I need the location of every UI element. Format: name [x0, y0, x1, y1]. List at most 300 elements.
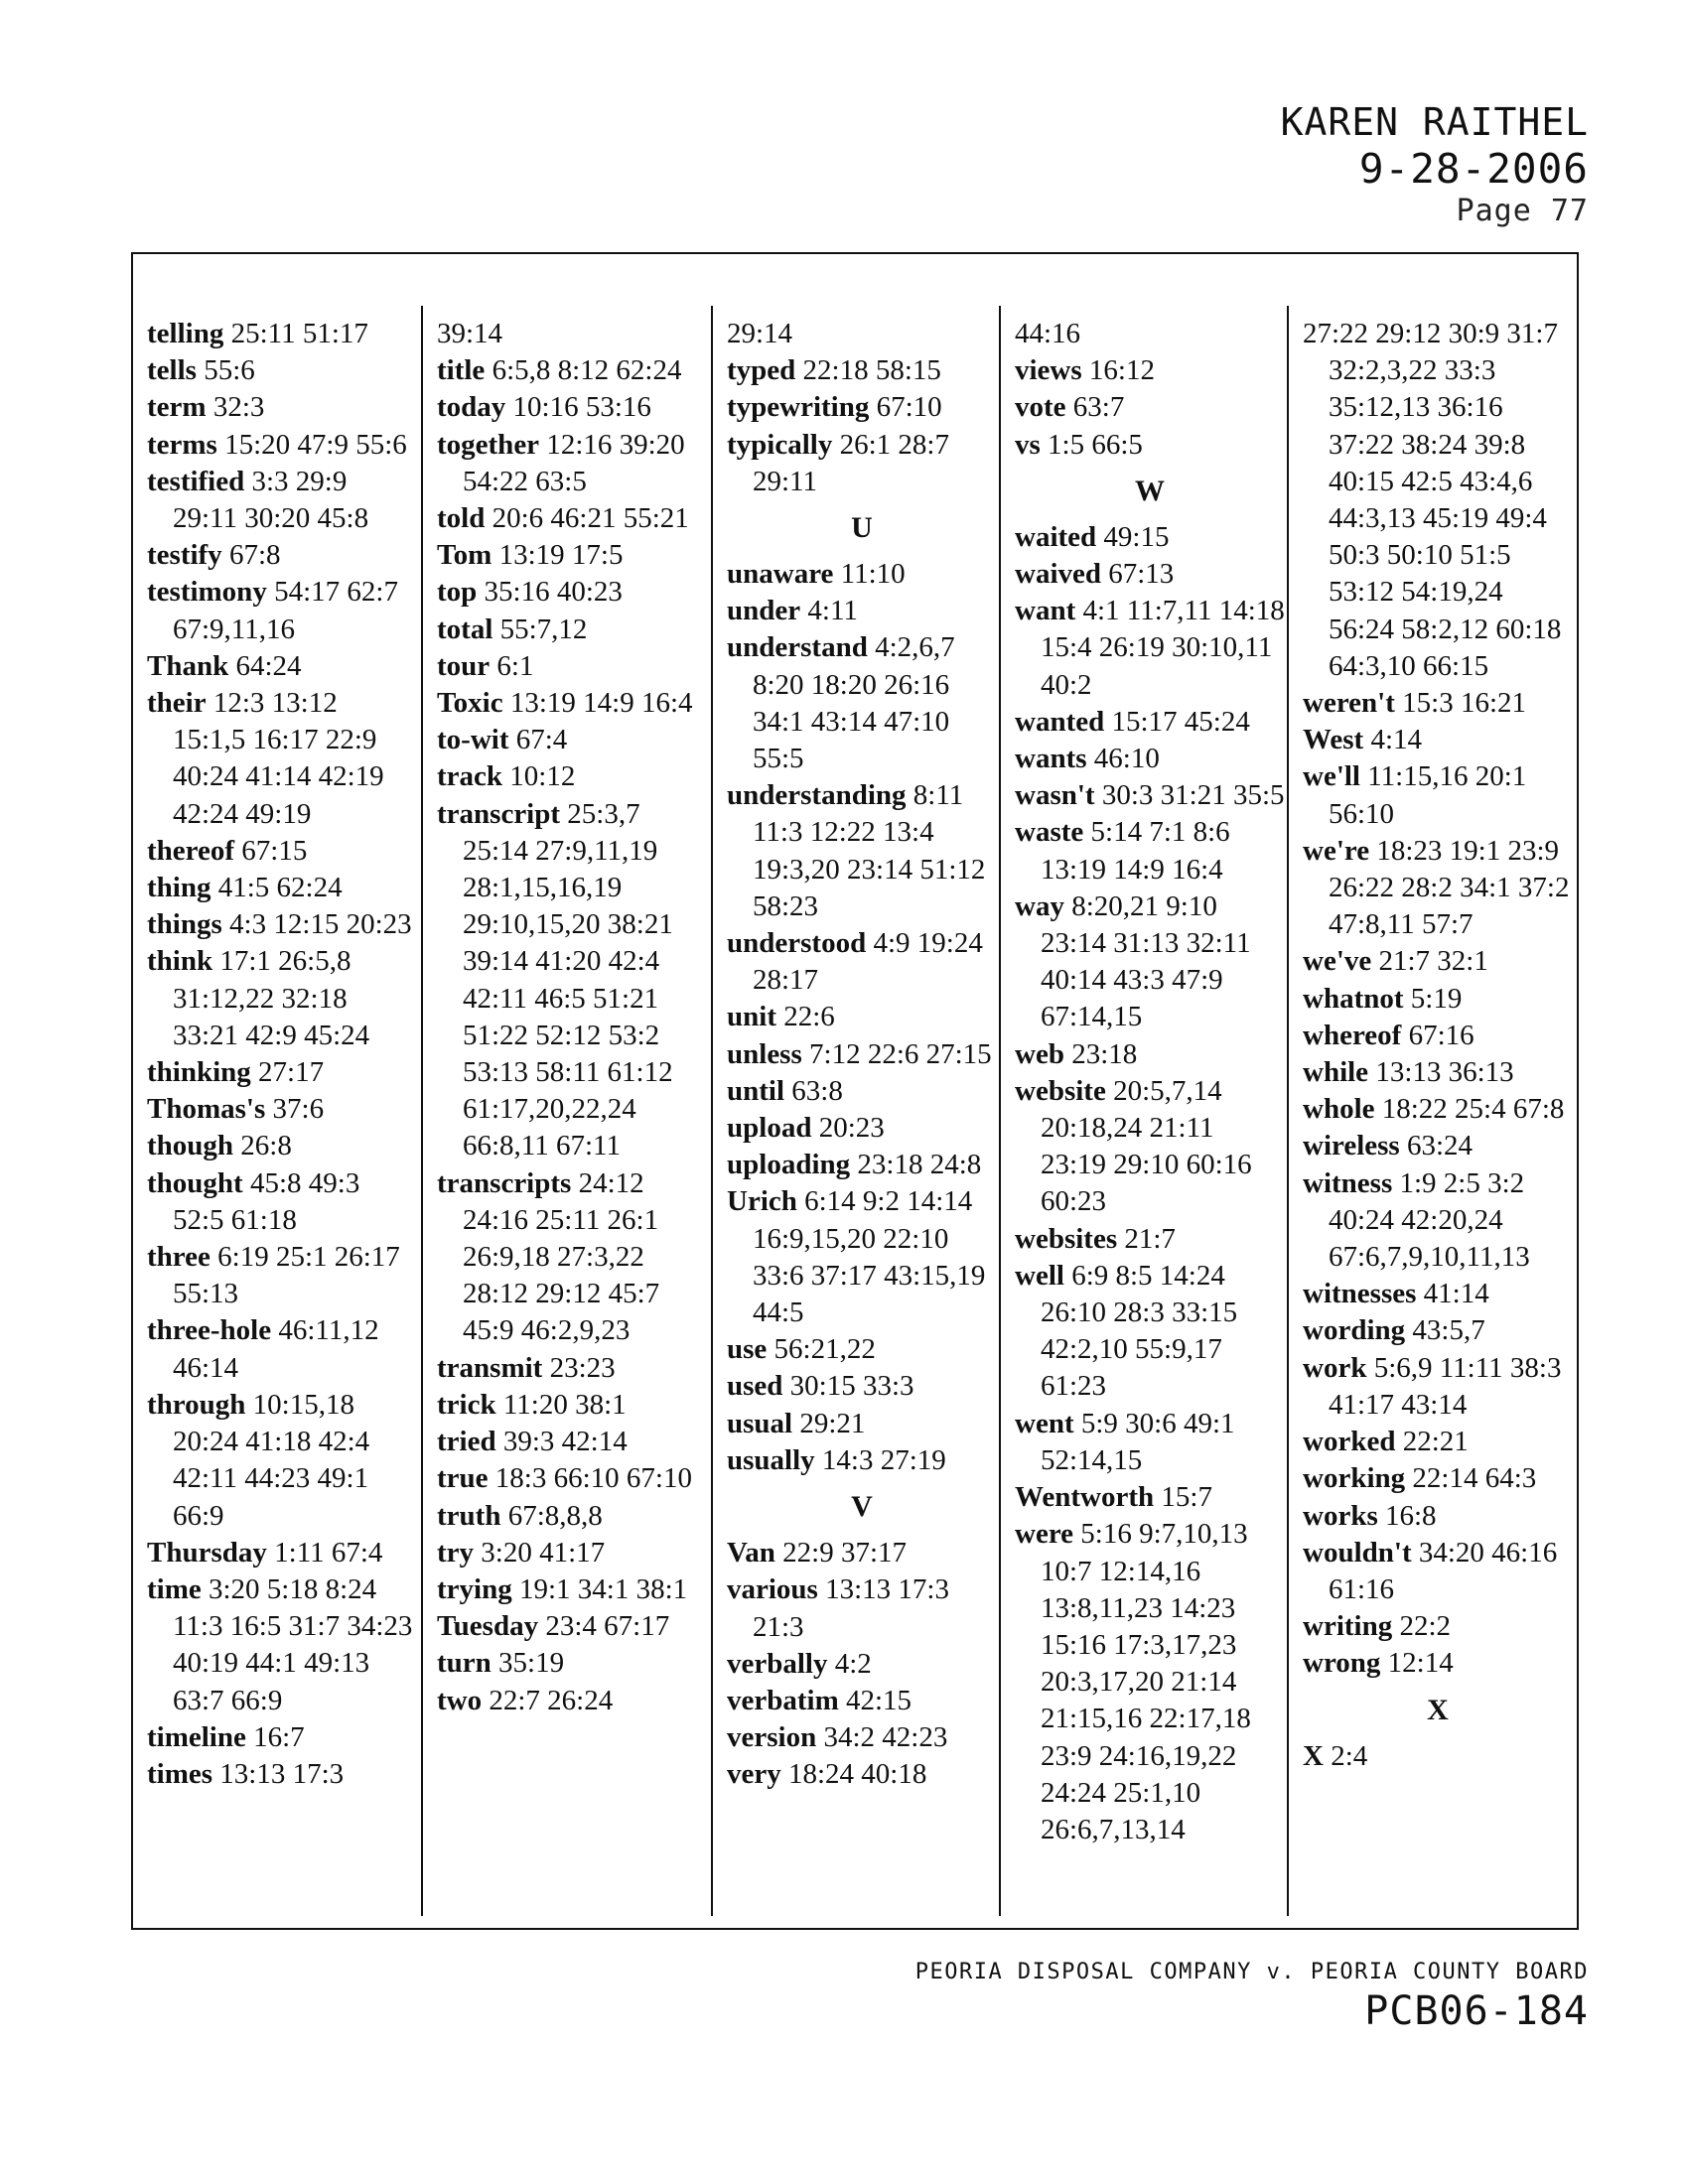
page-line-refs: 13:19 14:9 16:4 [509, 687, 693, 720]
case-title: PEORIA DISPOSAL COMPANY v. PEORIA COUNTY BOARD [914, 1960, 1589, 1984]
index-term: turn [437, 1647, 491, 1680]
index-entry [437, 352, 707, 389]
page-line-refs: 26:8 [240, 1130, 292, 1162]
page-line-refs: 13:13 17:3 21:3 [753, 1573, 949, 1643]
index-term: websites [1015, 1222, 1118, 1255]
index-term: transcripts [437, 1166, 572, 1199]
page-line-refs: 17:1 26:5,8 31:12,22 32:18 33:21 42:9 45:24 [173, 945, 370, 1051]
index-term: think [147, 945, 213, 978]
page-line-refs: 23:18 24:8 [857, 1149, 982, 1181]
index-entry [1303, 1054, 1573, 1091]
index-entry [727, 1147, 997, 1183]
index-term: tour [437, 649, 491, 682]
page-line-refs: 16:12 [1088, 354, 1155, 387]
index-term: wouldn't [1303, 1536, 1412, 1569]
index-term: three-hole [147, 1314, 272, 1347]
page-line-refs: 13:13 17:3 [219, 1757, 345, 1790]
index-entry [727, 1073, 997, 1110]
page-line-refs: 10:15,18 20:24 41:18 42:4 42:11 44:23 49:1 66:9 [173, 1388, 370, 1532]
index-entry [147, 1312, 417, 1386]
index-term: Urich [727, 1185, 797, 1218]
index-column-4 [1015, 316, 1285, 1848]
index-entry [727, 1368, 997, 1405]
index-term: unit [727, 1001, 776, 1033]
page-line-refs: 54:17 62:7 67:9,11,16 [173, 576, 398, 645]
page-line-refs: 21:7 [1124, 1222, 1176, 1255]
index-term: understanding [727, 779, 907, 812]
index-term: time [147, 1572, 202, 1605]
index-entry [147, 833, 417, 870]
page-line-refs: 5:6,9 11:11 38:3 41:17 43:14 [1329, 1351, 1562, 1421]
index-term: West [1303, 724, 1364, 756]
index-term: various [727, 1573, 818, 1606]
index-term: things [147, 908, 222, 941]
word-index-box [131, 252, 1579, 1930]
page-line-refs: 18:22 25:4 67:8 [1381, 1093, 1565, 1126]
index-term: try [437, 1536, 475, 1569]
page-line-refs: 7:12 22:6 27:15 [809, 1037, 992, 1070]
index-entry [1015, 777, 1285, 814]
index-entry [147, 574, 417, 647]
page-line-refs: 39:14 [437, 318, 503, 349]
index-term: usual [727, 1407, 793, 1439]
index-term: trying [437, 1572, 512, 1605]
index-term: tried [437, 1426, 496, 1458]
index-entry [1303, 1091, 1573, 1128]
page-line-refs: 16:8 [1384, 1499, 1437, 1532]
index-term: while [1303, 1056, 1369, 1089]
index-entry [437, 722, 707, 758]
page-line-refs: 25:11 51:17 [230, 318, 368, 349]
page-line-refs: 11:10 [840, 558, 906, 591]
page-line-refs: 45:8 49:3 52:5 61:18 [173, 1166, 360, 1236]
page-line-refs: 18:23 19:1 23:9 26:22 28:2 34:1 37:2 47:8,11 57:7 [1329, 834, 1570, 941]
index-term: usually [727, 1443, 815, 1476]
index-entry [1303, 1312, 1573, 1349]
index-entry [1303, 833, 1573, 944]
index-entry [727, 352, 997, 389]
index-entry [437, 389, 707, 426]
page-line-refs: 25:3,7 25:14 27:9,11,19 28:1,15,16,19 29:10,15,20 38:21 39:14 41:20 42:4 42:11 46:5 51:21 51:22 52:12 53:2 53:13 58:11 61:12 61:17,20,22,24 66:8,11 67:11 [463, 797, 673, 1162]
page-line-refs: 55:7,12 [499, 613, 588, 645]
index-entry [437, 1387, 707, 1424]
page-line-refs: 1:9 2:5 3:2 40:24 42:20,24 67:6,7,9,10,11,13 [1329, 1166, 1530, 1274]
index-entry [1303, 758, 1573, 832]
index-entry [147, 943, 417, 1054]
index-term: understood [727, 927, 867, 960]
page-line-refs: 18:3 66:10 67:10 [494, 1462, 692, 1495]
index-term: terms [147, 428, 217, 461]
index-entry [1015, 1258, 1285, 1406]
index-entry [1303, 685, 1573, 722]
index-entry [437, 1645, 707, 1682]
index-entry [437, 1498, 707, 1535]
page-line-refs: 42:15 [846, 1684, 912, 1716]
deposition-date: 9-28-2006 [1358, 145, 1589, 193]
index-entry [147, 870, 417, 906]
index-entry [1015, 1479, 1285, 1516]
index-term: work [1303, 1351, 1367, 1384]
index-term: waste [1015, 816, 1084, 849]
index-entry [727, 1331, 997, 1368]
page-line-refs: 46:11,12 46:14 [173, 1314, 379, 1384]
index-entry [147, 1387, 417, 1535]
index-term: Wentworth [1015, 1481, 1155, 1514]
index-term: wrong [1303, 1647, 1381, 1680]
index-entry [1015, 1406, 1285, 1479]
index-term: witnesses [1303, 1278, 1417, 1310]
page-line-refs: 67:4 [515, 724, 568, 756]
page-line-refs: 30:15 33:3 [789, 1370, 914, 1403]
index-entry [437, 685, 707, 722]
index-entry [437, 1460, 707, 1497]
index-term: views [1015, 354, 1082, 387]
page-line-refs: 11:15,16 20:1 56:10 [1329, 760, 1527, 830]
page-line-refs: 44:16 [1015, 318, 1081, 349]
page-line-refs: 22:21 [1402, 1426, 1469, 1458]
index-term: unless [727, 1037, 802, 1070]
index-entry [727, 1183, 997, 1331]
index-entry [727, 629, 997, 777]
page-line-refs: 30:3 31:21 35:5 [1101, 779, 1285, 812]
index-term: three [147, 1241, 210, 1274]
index-entry [1015, 352, 1285, 389]
page-line-refs: 12:14 [1387, 1647, 1454, 1680]
page-line-refs: 4:2,6,7 8:20 18:20 26:16 34:1 43:14 47:10 55:5 [753, 631, 955, 775]
index-term: vote [1015, 391, 1066, 424]
index-term: telling [147, 318, 224, 349]
page-line-refs: 67:13 [1108, 558, 1175, 591]
page-line-refs: 5:19 [1410, 982, 1463, 1015]
index-entry [1303, 722, 1573, 758]
index-term: used [727, 1370, 783, 1403]
page-line-refs: 6:19 25:1 26:17 55:13 [173, 1241, 400, 1310]
index-term: thereof [147, 834, 235, 867]
page-line-refs: 20:5,7,14 20:18,24 21:11 23:19 29:10 60:16 60:23 [1041, 1074, 1252, 1218]
page-line-refs: 41:5 62:24 [217, 872, 343, 904]
index-term: their [147, 687, 207, 720]
index-entry [1303, 1738, 1573, 1775]
index-entry [1015, 814, 1285, 887]
index-term: understand [727, 631, 868, 664]
index-term: uploading [727, 1149, 851, 1181]
index-entry [147, 464, 417, 537]
index-term: told [437, 502, 486, 535]
page-line-refs: 27:17 [258, 1056, 325, 1089]
index-entry [1303, 943, 1573, 980]
page-line-refs: 43:5,7 [1412, 1314, 1485, 1347]
index-term: we'll [1303, 760, 1360, 793]
page-line-refs: 3:3 29:9 29:11 30:20 45:8 [173, 465, 369, 535]
page-line-refs: 22:18 58:15 [802, 354, 941, 387]
index-entry [437, 574, 707, 611]
column-divider [711, 306, 713, 1916]
index-term: Van [727, 1537, 775, 1570]
page-line-refs: 11:20 38:1 [502, 1388, 627, 1421]
index-entry [437, 1350, 707, 1387]
index-term: true [437, 1462, 489, 1495]
index-entry [727, 1406, 997, 1442]
page-line-refs: 32:3 [212, 391, 265, 424]
page-line-refs: 15:3 16:21 [1402, 687, 1527, 720]
index-term: Toxic [437, 687, 503, 720]
index-entry [727, 593, 997, 629]
index-term: title [437, 354, 486, 387]
page-line-refs: 8:11 11:3 12:22 13:4 19:3,20 23:14 51:12 58:23 [753, 779, 986, 922]
index-term: times [147, 1757, 213, 1790]
index-term: went [1015, 1407, 1074, 1439]
index-entry [147, 389, 417, 426]
index-term: waived [1015, 558, 1101, 591]
page-line-refs: 35:16 40:23 [484, 576, 623, 609]
page-line-refs: 29:14 [727, 318, 793, 349]
index-entry [727, 1535, 997, 1571]
index-entry [437, 427, 707, 500]
index-term: trick [437, 1388, 496, 1421]
index-term: want [1015, 595, 1076, 627]
index-entry [437, 612, 707, 648]
index-term: were [1015, 1518, 1074, 1551]
page-line-refs: 24:12 24:16 25:11 26:1 26:9,18 27:3,22 28:12 29:12 45:7 45:9 46:2,9,23 [463, 1166, 660, 1347]
page-line-refs: 20:6 46:21 55:21 [491, 502, 689, 535]
index-entry [1303, 1350, 1573, 1424]
index-term: working [1303, 1462, 1406, 1495]
page-line-refs: 10:12 [509, 760, 576, 793]
index-entry [727, 556, 997, 593]
page-line-refs: 55:6 [204, 354, 255, 387]
column-divider [999, 306, 1001, 1916]
index-term: whatnot [1303, 982, 1404, 1015]
index-term: truth [437, 1499, 501, 1532]
page-line-refs: 27:22 29:12 30:9 31:7 32:2,3,22 33:3 35:12,13 36:16 37:22 38:24 39:8 40:15 42:5 43:4,6 44:3,13 45:19 49:4 50:3 50:10 51:5 53:12 54:19,24 56:24 58:2,12 60:18 64:3,10 66:15 [1303, 318, 1562, 682]
index-entry [1015, 389, 1285, 426]
index-term: writing [1303, 1610, 1393, 1643]
index-entry [727, 1571, 997, 1645]
index-entry [727, 1683, 997, 1719]
index-entry [147, 1571, 417, 1719]
page-line-refs: 4:9 19:24 28:17 [753, 927, 983, 997]
page-line-refs: 20:23 [818, 1112, 885, 1145]
index-term: timeline [147, 1720, 246, 1753]
page-line-refs: 35:19 [498, 1647, 565, 1680]
deponent-name: KAREN RAITHEL [1280, 100, 1589, 144]
index-term: website [1015, 1074, 1106, 1107]
index-entry [1015, 741, 1285, 777]
index-term: transcript [437, 797, 561, 830]
index-term: weren't [1303, 687, 1395, 720]
index-entry [437, 758, 707, 795]
index-term: total [437, 613, 493, 645]
index-term: Thursday [147, 1536, 267, 1569]
index-term: though [147, 1130, 234, 1162]
page-line-refs: 5:14 7:1 8:6 13:19 14:9 16:4 [1041, 816, 1230, 886]
index-term: whole [1303, 1093, 1375, 1126]
index-term: whereof [1303, 1019, 1402, 1051]
index-term: well [1015, 1259, 1064, 1292]
index-term: verbatim [727, 1684, 839, 1716]
index-entry [147, 685, 417, 833]
index-term: top [437, 576, 478, 609]
index-entry [727, 1442, 997, 1479]
page-line-refs: 2:4 [1331, 1739, 1368, 1772]
index-term: testified [147, 465, 245, 497]
page-line-refs: 5:9 30:6 49:1 52:14,15 [1041, 1407, 1235, 1476]
section-letter: V [851, 1490, 873, 1524]
page-line-refs: 6:14 9:2 14:14 16:9,15,20 22:10 33:6 37:17 43:15,19 44:5 [753, 1185, 986, 1329]
index-entry [437, 1683, 707, 1719]
index-entry [727, 777, 997, 925]
page-line-refs: 6:9 8:5 14:24 26:10 28:3 33:15 42:2,10 55:9,17 61:23 [1041, 1259, 1238, 1403]
page-line-refs: 12:3 13:12 15:1,5 16:17 22:9 40:24 41:14 42:19 42:24 49:19 [173, 687, 384, 830]
index-entry [147, 537, 417, 574]
page-line-refs: 5:16 9:7,10,13 10:7 12:14,16 13:8,11,23 14:23 15:16 17:3,17,23 20:3,17,20 21:14 21:15,16 22:17,18 23:9 24:16,19,22 24:24 25:1,10 26:6,7,13,14 [1041, 1518, 1251, 1845]
index-entry [727, 1756, 997, 1793]
page-line-refs: 56:21,22 [773, 1333, 876, 1366]
page-line-refs: 29:21 [799, 1407, 866, 1439]
page-line-refs: 1:11 67:4 [274, 1536, 383, 1569]
index-entry [437, 316, 707, 352]
index-entry [727, 316, 997, 352]
page-line-refs: 23:4 67:17 [545, 1610, 670, 1643]
page-line-refs: 3:20 5:18 8:24 11:3 16:5 31:7 34:23 40:19 44:1 49:13 63:7 66:9 [173, 1572, 413, 1716]
page-line-refs: 4:14 [1370, 724, 1423, 756]
index-entry [727, 427, 997, 500]
page-line-refs: 63:8 [791, 1074, 843, 1107]
page-line-refs: 16:7 [253, 1720, 305, 1753]
index-column-5 [1303, 316, 1573, 1775]
index-term: track [437, 760, 503, 793]
index-entry [1015, 427, 1285, 464]
page-line-refs: 6:5,8 8:12 62:24 [491, 354, 682, 387]
index-entry [1303, 981, 1573, 1018]
index-term: witness [1303, 1166, 1393, 1199]
index-entry [1015, 1036, 1285, 1073]
page-line-refs: 41:14 [1423, 1278, 1489, 1310]
index-entry [1303, 1128, 1573, 1164]
index-entry [147, 316, 417, 352]
page-number: Page 77 [1456, 194, 1589, 228]
index-entry [1303, 316, 1573, 685]
page-footer [915, 1958, 1589, 2035]
index-entry [727, 1110, 997, 1147]
index-term: vs [1015, 428, 1041, 461]
case-number: PCB06-184 [1364, 1988, 1589, 2034]
page-line-refs: 1:5 66:5 [1048, 428, 1143, 461]
page-line-refs: 22:14 64:3 [1412, 1462, 1537, 1495]
index-entry [1303, 1276, 1573, 1312]
index-term: typically [727, 428, 833, 461]
index-term: under [727, 595, 801, 627]
index-term: unaware [727, 558, 834, 591]
index-entry [1015, 1516, 1285, 1848]
page-line-refs: 13:13 36:13 [1375, 1056, 1514, 1089]
index-entry [1015, 1073, 1285, 1221]
index-entry [147, 352, 417, 389]
index-entry [147, 1535, 417, 1571]
index-term: Thomas's [147, 1093, 266, 1126]
index-term: way [1015, 889, 1064, 922]
index-column-1 [147, 316, 417, 1793]
index-entry [147, 1091, 417, 1128]
index-entry [1303, 1535, 1573, 1608]
page-line-refs: 23:23 [549, 1351, 616, 1384]
index-entry [437, 537, 707, 574]
index-term: Thank [147, 649, 229, 682]
index-entry [1015, 888, 1285, 1036]
index-entry [147, 1756, 417, 1793]
page-line-refs: 15:7 [1161, 1481, 1212, 1514]
page-line-refs: 67:8 [228, 539, 281, 572]
index-term: today [437, 391, 506, 424]
index-term: wireless [1303, 1130, 1400, 1162]
index-entry [147, 427, 417, 464]
page-line-refs: 4:2 [834, 1647, 872, 1680]
page-line-refs: 26:1 28:7 29:11 [753, 428, 949, 497]
index-term: verbally [727, 1647, 828, 1680]
index-entry [1015, 593, 1285, 704]
index-term: Tom [437, 539, 492, 572]
index-term: typewriting [727, 391, 870, 424]
page-line-refs: 67:16 [1408, 1019, 1474, 1051]
index-term: testify [147, 539, 222, 572]
page-line-refs: 12:16 39:20 54:22 63:5 [463, 428, 685, 497]
page-line-refs: 23:18 [1071, 1037, 1138, 1070]
index-term: works [1303, 1499, 1378, 1532]
index-term: term [147, 391, 207, 424]
page-line-refs: 3:20 41:17 [481, 1536, 606, 1569]
index-term: through [147, 1388, 246, 1421]
index-entry [727, 389, 997, 426]
index-entry [1303, 1498, 1573, 1535]
page-line-refs: 4:1 11:7,11 14:18 15:4 26:19 30:10,11 40:2 [1041, 595, 1285, 701]
page-line-refs: 15:20 47:9 55:6 [224, 428, 407, 461]
index-term: we're [1303, 834, 1370, 867]
index-entry [437, 1424, 707, 1460]
index-term: very [727, 1758, 781, 1791]
index-term: X [1303, 1739, 1324, 1772]
section-letter: X [1427, 1693, 1449, 1726]
index-entry [1303, 1018, 1573, 1054]
page-line-refs: 19:1 34:1 38:1 [518, 1572, 688, 1605]
index-term: wording [1303, 1314, 1406, 1347]
index-entry [1303, 1645, 1573, 1682]
index-term: together [437, 428, 540, 461]
page-line-refs: 21:7 32:1 [1378, 945, 1488, 978]
page-line-refs: 6:1 [496, 649, 534, 682]
index-term: wanted [1015, 705, 1105, 738]
index-entry [147, 1128, 417, 1164]
index-entry [1015, 519, 1285, 556]
index-entry [727, 1036, 997, 1073]
index-term: typed [727, 354, 796, 387]
page-line-refs: 46:10 [1093, 743, 1160, 775]
index-entry [1303, 1608, 1573, 1645]
index-entry [1015, 704, 1285, 741]
section-letter: U [851, 511, 873, 545]
index-entry [1015, 316, 1285, 352]
index-term: transmit [437, 1351, 543, 1384]
index-column-2 [437, 316, 707, 1719]
page-line-refs: 22:7 26:24 [489, 1684, 614, 1716]
index-term: two [437, 1684, 483, 1716]
index-term: we've [1303, 945, 1372, 978]
index-entry [147, 1165, 417, 1239]
index-term: waited [1015, 520, 1097, 553]
page-line-refs: 37:6 [272, 1093, 325, 1126]
page-line-refs: 15:17 45:24 [1111, 705, 1250, 738]
index-term: thought [147, 1166, 243, 1199]
index-entry [437, 796, 707, 1165]
